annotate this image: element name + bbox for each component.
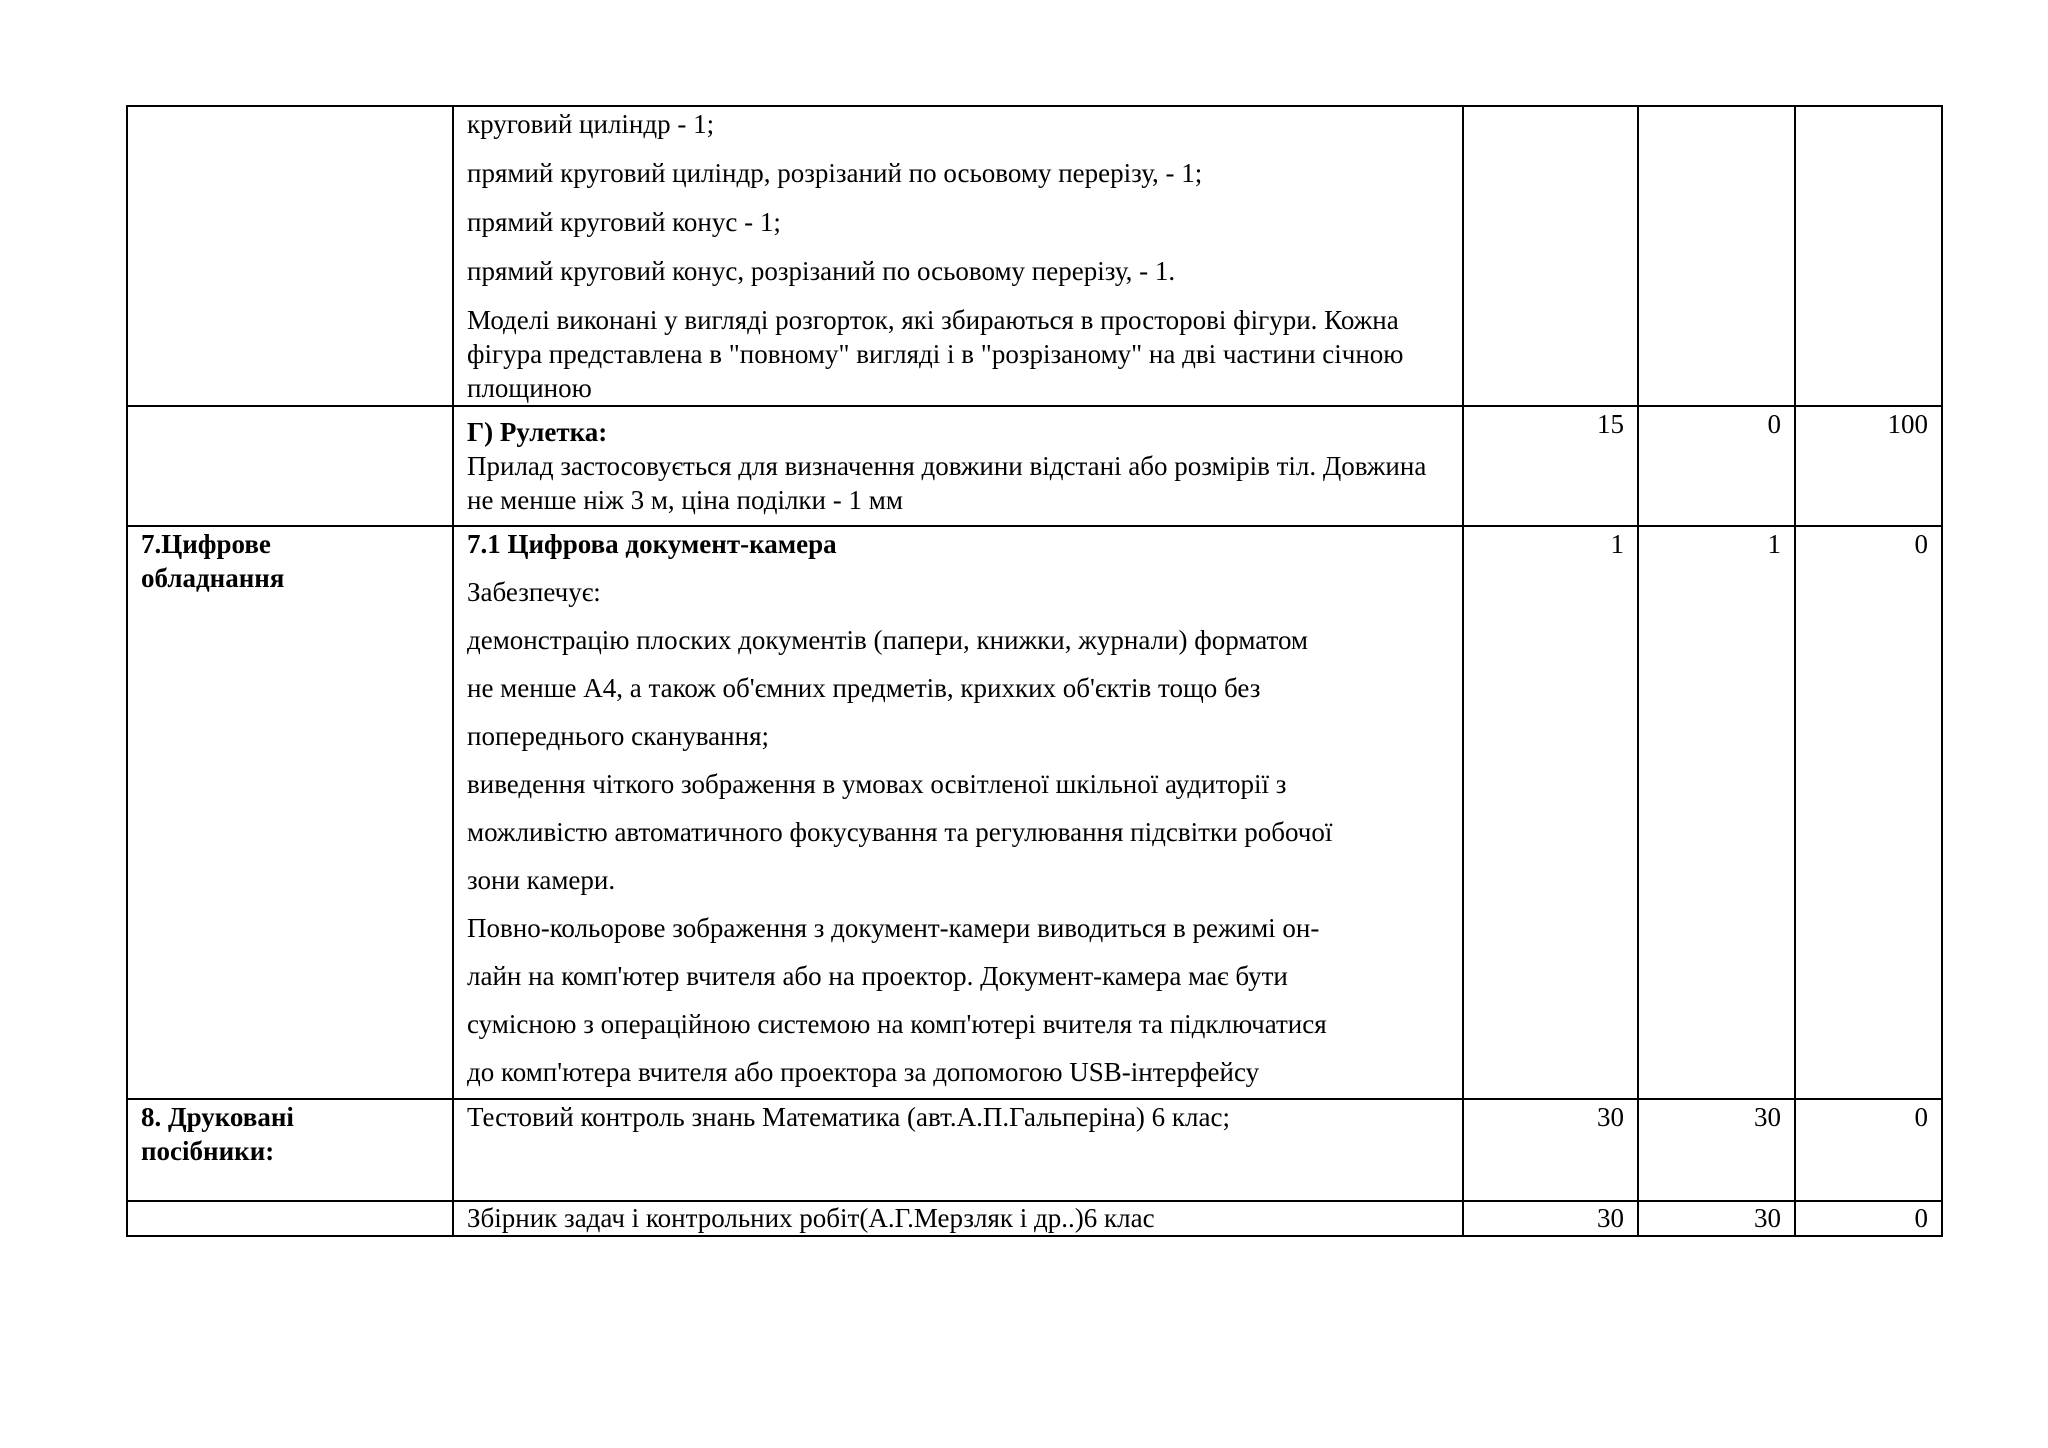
quantity-cell-1: 30 xyxy=(1463,1099,1638,1201)
description-line: сумісною з операційною системою на комп'ютері вчителя та підключатися xyxy=(467,1009,1327,1039)
quantity-cell-1: 30 xyxy=(1463,1201,1638,1236)
category-cell xyxy=(127,106,453,406)
item-heading: 7.1 Цифрова документ-камера xyxy=(467,529,837,559)
table-row xyxy=(127,1201,1942,1236)
equipment-table xyxy=(126,105,1943,1237)
description-line: до комп'ютера вчителя або проектора за допомогою USB-інтерфейсу xyxy=(467,1057,1260,1087)
description-line: зони камери. xyxy=(467,865,616,895)
quantity-cell-2: 1 xyxy=(1638,526,1795,1099)
description-cell: Тестовий контроль знань Математика (авт.А.П.Гальперіна) 6 клас; xyxy=(453,1099,1463,1201)
table-row xyxy=(127,106,1942,406)
quantity-cell-1 xyxy=(1463,106,1638,406)
category-cell: 8. Друковані посібники: xyxy=(127,1099,453,1201)
description-line: Повно-кольорове зображення з документ-камери виводиться в режимі он- xyxy=(467,913,1320,943)
quantity-cell-3: 0 xyxy=(1795,526,1942,1099)
quantity-cell-3: 0 xyxy=(1795,1201,1942,1236)
quantity-cell-2: 30 xyxy=(1638,1099,1795,1201)
category-cell xyxy=(127,406,453,526)
description-paragraph: Прилад застосовується для визначення довжини відстані або розмірів тіл. Довжина не менше ніж 3 м, ціна поділки - 1 мм xyxy=(467,451,1427,515)
category-cell xyxy=(127,1201,453,1236)
quantity-cell-3: 100 xyxy=(1795,406,1942,526)
description-cell xyxy=(453,406,1463,526)
category-cell: 7.Цифрове обладнання xyxy=(127,526,453,1099)
description-cell xyxy=(453,526,1463,1099)
description-cell: Збірник задач і контрольних робіт(А.Г.Мерзляк і др..)6 клас xyxy=(453,1201,1463,1236)
quantity-cell-3: 0 xyxy=(1795,1099,1942,1201)
description-line: можливістю автоматичного фокусування та регулювання підсвітки робочої xyxy=(467,817,1333,847)
description-line: не менше А4, а також об'ємних предметів, крихких об'єктів тощо без xyxy=(467,673,1261,703)
quantity-cell-1: 15 xyxy=(1463,406,1638,526)
table-row xyxy=(127,406,1942,526)
quantity-cell-2: 30 xyxy=(1638,1201,1795,1236)
quantity-cell-2: 0 xyxy=(1638,406,1795,526)
description-line: Забезпечує: xyxy=(467,577,601,607)
table-row xyxy=(127,1099,1942,1201)
quantity-cell-3 xyxy=(1795,106,1942,406)
table-row xyxy=(127,526,1942,1099)
description-paragraph: Моделі виконані у вигляді розгорток, які збираються в просторові фігури. Кожна фігура представлена в "повному" вигляді і в "розрізаному" на дві частини січною площиною xyxy=(467,305,1404,403)
description-line: прямий круговий циліндр, розрізаний по осьовому перерізу, - 1; xyxy=(467,158,1203,188)
description-line: прямий круговий конус - 1; xyxy=(467,207,781,237)
description-line: попереднього сканування; xyxy=(467,721,769,751)
quantity-cell-2 xyxy=(1638,106,1795,406)
description-cell xyxy=(453,106,1463,406)
description-line: прямий круговий конус, розрізаний по осьовому перерізу, - 1. xyxy=(467,256,1176,286)
description-line: виведення чіткого зображення в умовах освітленої шкільної аудиторії з xyxy=(467,769,1287,799)
description-line: демонстрацію плоских документів (папери, книжки, журнали) форматом xyxy=(467,625,1309,655)
item-heading: Г) Рулетка: xyxy=(467,417,608,447)
quantity-cell-1: 1 xyxy=(1463,526,1638,1099)
description-line: лайн на комп'ютер вчителя або на проектор. Документ-камера має бути xyxy=(467,961,1288,991)
description-line: круговий циліндр - 1; xyxy=(467,109,715,139)
